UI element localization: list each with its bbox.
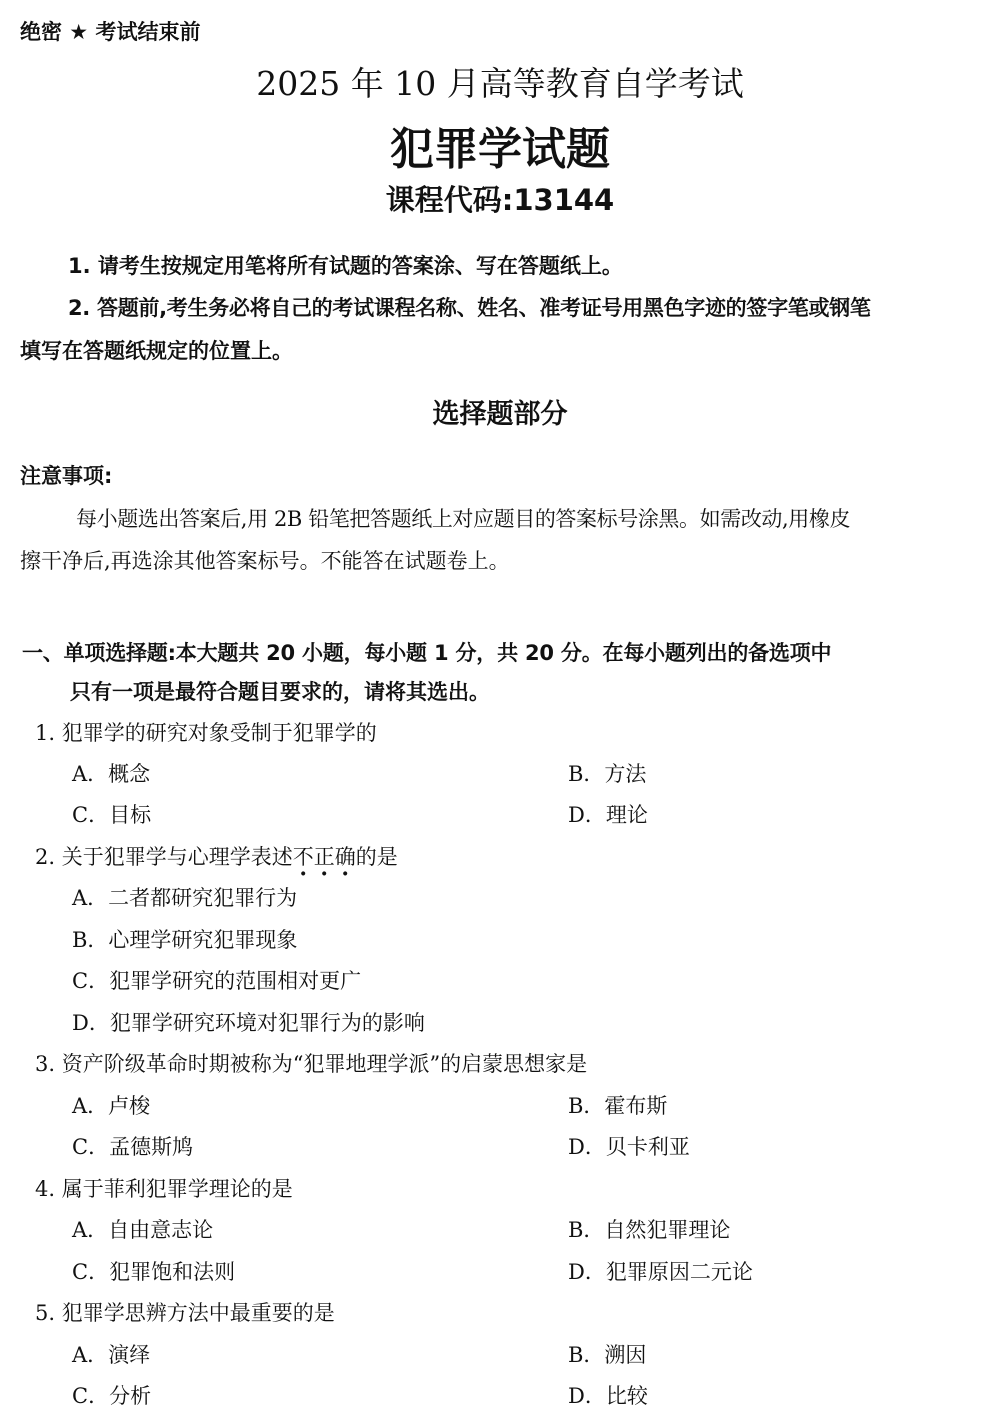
q3-option-a: A．卢梭 — [72, 1094, 151, 1118]
question-3-stem: 3. 资产阶级革命时期被称为“犯罪地理学派”的启蒙思想家是 — [35, 1052, 588, 1076]
q1-option-b: B．方法 — [568, 762, 647, 786]
emphasis-char: 确 — [334, 845, 356, 869]
question-5-stem: 5. 犯罪学思辨方法中最重要的是 — [35, 1301, 335, 1325]
q3-option-b: B．霍布斯 — [568, 1094, 668, 1118]
instruction-2-cont: 填写在答题纸规定的位置上。 — [20, 339, 293, 363]
question-1-stem: 1. 犯罪学的研究对象受制于犯罪学的 — [35, 721, 377, 745]
instruction-1: 1. 请考生按规定用笔将所有试题的答案涂、写在答题纸上。 — [68, 254, 623, 278]
q5-option-a: A．演绎 — [72, 1343, 151, 1367]
q5-option-d: D．比较 — [568, 1384, 648, 1408]
q4-option-d: D．犯罪原因二元论 — [568, 1260, 753, 1284]
notice-line-2: 擦干净后,再选涂其他答案标号。不能答在试题卷上。 — [20, 549, 510, 573]
emphasis-char: 正 — [313, 845, 335, 869]
question-4-stem: 4. 属于菲利犯罪学理论的是 — [35, 1177, 293, 1201]
q2-stem-post: 的是 — [355, 845, 398, 869]
notice-line-1: 每小题选出答案后,用 2B 铅笔把答题纸上对应题目的答案标号涂黑。如需改动,用橡皮 — [76, 507, 851, 531]
question-2-stem — [35, 841, 398, 871]
subject-title: 犯罪学试题 — [390, 124, 610, 175]
course-code: 课程代码:13144 — [385, 183, 615, 217]
exam-title: 2025 年 10 月高等教育自学考试 — [256, 64, 744, 103]
q2-option-a: A．二者都研究犯罪行为 — [72, 886, 298, 910]
part1-heading: 一、单项选择题:本大题共 20 小题，每小题 1 分，共 20 分。在每小题列出的备选项中 — [22, 641, 832, 665]
q3-option-d: D．贝卡利亚 — [568, 1135, 690, 1159]
q1-option-c: C．目标 — [72, 803, 152, 827]
q4-option-c: C．犯罪饱和法则 — [72, 1260, 236, 1284]
q3-option-c: C．孟德斯鸠 — [72, 1135, 194, 1159]
q5-option-b: B．溯因 — [568, 1343, 647, 1367]
q2-option-d: D．犯罪学研究环境对犯罪行为的影响 — [72, 1011, 425, 1035]
section-title: 选择题部分 — [432, 399, 568, 430]
confidential-mark: 绝密 ★ 考试结束前 — [20, 20, 201, 44]
q4-option-a: A．自由意志论 — [72, 1218, 214, 1242]
q4-option-b: B．自然犯罪理论 — [568, 1218, 731, 1242]
instruction-2: 2. 答题前,考生务必将自己的考试课程名称、姓名、准考证号用黑色字迹的签字笔或钢笔 — [68, 296, 871, 320]
emphasis-char: 不 — [292, 845, 314, 869]
notice-label: 注意事项: — [20, 464, 113, 488]
q2-option-b: B．心理学研究犯罪现象 — [72, 928, 298, 952]
q2-option-c: C．犯罪学研究的范围相对更广 — [72, 969, 362, 993]
q1-option-d: D．理论 — [568, 803, 648, 827]
q1-option-a: A．概念 — [72, 762, 151, 786]
part1-heading-cont: 只有一项是最符合题目要求的，请将其选出。 — [70, 680, 490, 704]
q5-option-c: C．分析 — [72, 1384, 152, 1408]
q2-stem-pre: 2. 关于犯罪学与心理学表述 — [35, 845, 293, 869]
